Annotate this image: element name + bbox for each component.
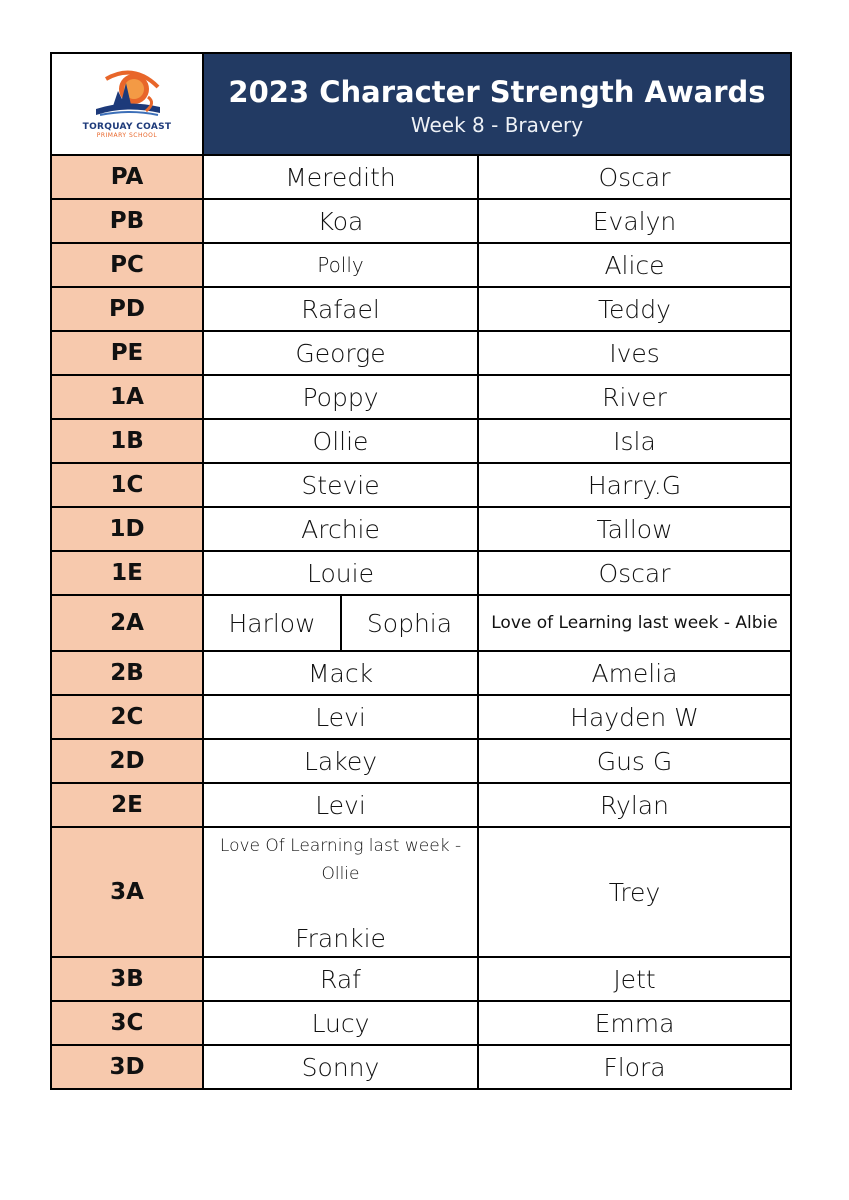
student-name: Tallow — [478, 507, 791, 551]
student-name: Raf — [203, 957, 478, 1001]
award-note: Love Of Learning last week - Ollie — [219, 835, 462, 884]
header-row — [51, 53, 791, 155]
student-name: Polly — [203, 243, 478, 287]
class-label: 1A — [51, 375, 203, 419]
student-name: Lakey — [203, 739, 478, 783]
class-label: 2B — [51, 651, 203, 695]
table-row — [51, 695, 791, 739]
student-name: Meredith — [203, 155, 478, 199]
logo-text-school: TORQUAY COAST — [82, 122, 172, 132]
award-note: Love of Learning last week - Albie — [478, 595, 791, 651]
table-row — [51, 507, 791, 551]
student-name: Levi — [203, 783, 478, 827]
table-row — [51, 419, 791, 463]
student-name: Stevie — [203, 463, 478, 507]
student-name: Archie — [203, 507, 478, 551]
student-name: Alice — [478, 243, 791, 287]
class-label: PD — [51, 287, 203, 331]
class-label: 3C — [51, 1001, 203, 1045]
page-title: 2023 Character Strength Awards — [228, 75, 766, 109]
student-name: Oscar — [478, 155, 791, 199]
student-name: Harlow — [203, 595, 341, 651]
school-logo — [52, 54, 202, 154]
class-label: 2C — [51, 695, 203, 739]
class-label: PE — [51, 331, 203, 375]
table-row — [51, 375, 791, 419]
student-name: Flora — [478, 1045, 791, 1089]
student-name: Ollie — [203, 419, 478, 463]
student-name: Amelia — [478, 651, 791, 695]
student-name: Gus G — [478, 739, 791, 783]
awards-table — [50, 52, 792, 1090]
class-label: PB — [51, 199, 203, 243]
student-name: Oscar — [478, 551, 791, 595]
table-row — [51, 651, 791, 695]
student-name: Sonny — [203, 1045, 478, 1089]
table-row — [51, 287, 791, 331]
table-row — [51, 331, 791, 375]
student-name: George — [203, 331, 478, 375]
student-name: Levi — [203, 695, 478, 739]
student-cell — [203, 827, 478, 957]
class-label: PA — [51, 155, 203, 199]
class-label: 1E — [51, 551, 203, 595]
table-row — [51, 243, 791, 287]
student-name: Isla — [478, 419, 791, 463]
student-name: Evalyn — [478, 199, 791, 243]
class-label: 2A — [51, 595, 203, 651]
table-row — [51, 155, 791, 199]
student-name: Rylan — [478, 783, 791, 827]
student-name: Lucy — [203, 1001, 478, 1045]
school-logo-icon — [86, 69, 168, 121]
class-label: 2E — [51, 783, 203, 827]
student-name: Poppy — [203, 375, 478, 419]
table-row — [51, 595, 791, 651]
logo-cell — [51, 53, 203, 155]
student-name: Sophia — [341, 595, 478, 651]
table-row — [51, 957, 791, 1001]
student-name: Jett — [478, 957, 791, 1001]
student-name: Koa — [203, 199, 478, 243]
table-row — [51, 551, 791, 595]
title-cell — [203, 53, 791, 155]
student-name: Harry.G — [478, 463, 791, 507]
class-label: 1B — [51, 419, 203, 463]
student-name: Rafael — [203, 287, 478, 331]
student-name: Trey — [478, 827, 791, 957]
class-label: 1C — [51, 463, 203, 507]
class-label: 3A — [51, 827, 203, 957]
student-name: Frankie — [295, 923, 386, 953]
table-row — [51, 1045, 791, 1089]
logo-text-type: PRIMARY SCHOOL — [96, 132, 158, 139]
class-label: 3B — [51, 957, 203, 1001]
class-label: 2D — [51, 739, 203, 783]
table-row — [51, 463, 791, 507]
page-subtitle: Week 8 - Bravery — [410, 113, 584, 137]
table-row — [51, 1001, 791, 1045]
student-name: Ives — [478, 331, 791, 375]
student-name: Hayden W — [478, 695, 791, 739]
table-row — [51, 199, 791, 243]
student-name: Louie — [203, 551, 478, 595]
table-row — [51, 783, 791, 827]
student-name: Mack — [203, 651, 478, 695]
student-name: River — [478, 375, 791, 419]
class-label: PC — [51, 243, 203, 287]
class-label: 1D — [51, 507, 203, 551]
student-name: Teddy — [478, 287, 791, 331]
table-row — [51, 739, 791, 783]
student-name: Emma — [478, 1001, 791, 1045]
table-row — [51, 827, 791, 957]
class-label: 3D — [51, 1045, 203, 1089]
